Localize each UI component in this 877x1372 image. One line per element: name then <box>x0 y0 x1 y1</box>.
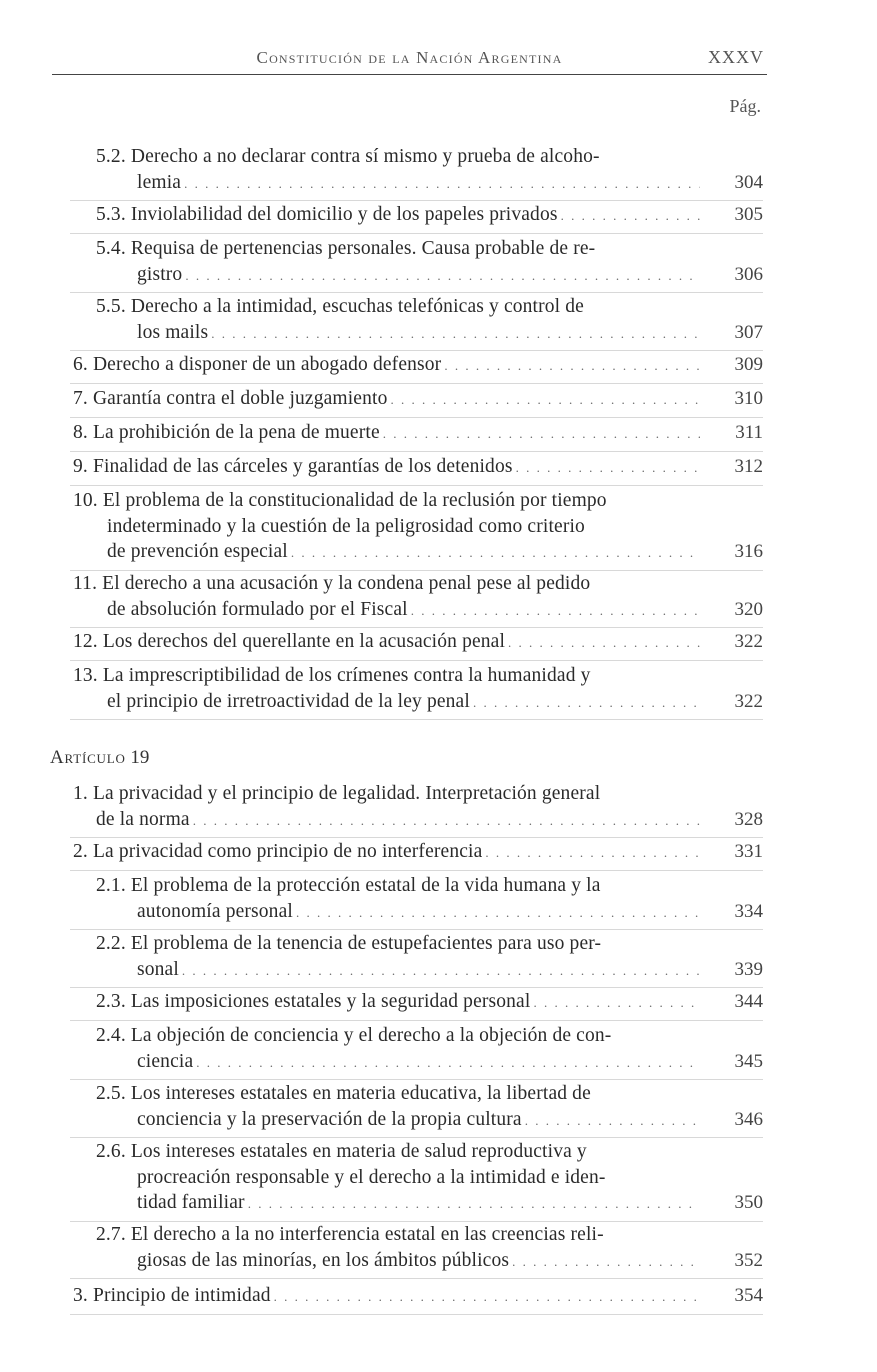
toc-page-number: 344 <box>734 991 763 1012</box>
entry-divider <box>70 451 763 452</box>
toc-entry-text: de prevención especial <box>107 541 288 562</box>
toc-entry-text: 5.3. Inviolabilidad del domicilio y de los papeles privados <box>96 204 558 225</box>
toc-page-number: 339 <box>734 958 763 980</box>
toc-page-number: 320 <box>734 598 763 620</box>
dot-leader <box>473 690 700 716</box>
toc-entry-text: tidad familiar <box>137 1192 245 1213</box>
toc-entry <box>96 873 703 925</box>
toc-entry <box>73 454 703 481</box>
toc-entry-text: indeterminado y la cuestión de la peligrosidad como criterio <box>107 515 585 537</box>
toc-page-number: 328 <box>734 808 763 830</box>
toc-entry <box>96 1222 703 1274</box>
running-header-title: Constitución de la Nación Argentina <box>256 48 563 67</box>
toc-entry-text: 9. Finalidad de las cárceles y garantías de los detenidos <box>73 456 513 477</box>
entry-divider <box>70 627 763 628</box>
toc-page-number: 316 <box>734 541 763 562</box>
toc-entry <box>96 1081 703 1133</box>
toc-entry-text: de la norma <box>96 808 190 830</box>
toc-page-number: 311 <box>735 422 763 443</box>
toc-entry <box>96 1023 703 1075</box>
toc-page-number: 309 <box>734 354 763 375</box>
dot-leader <box>561 203 700 229</box>
entry-divider <box>70 233 763 234</box>
toc-entry-text: 5.5. Derecho a la intimidad, escuchas telefónicas y control de <box>96 296 584 317</box>
toc-page-number: 310 <box>734 388 763 409</box>
toc-entry <box>73 781 703 833</box>
dot-leader <box>512 1249 700 1275</box>
toc-entry <box>96 144 703 196</box>
page-column-label: Pág. <box>729 96 761 116</box>
toc-page-number: 352 <box>734 1249 763 1271</box>
toc-page-number: 306 <box>734 263 763 285</box>
toc-entry <box>73 352 703 379</box>
dot-leader <box>291 540 700 566</box>
entry-divider <box>70 987 763 988</box>
entry-divider <box>70 1079 763 1080</box>
toc-entry-text: 6. Derecho a disponer de un abogado defensor <box>73 354 442 375</box>
toc-page-number: 331 <box>734 841 763 862</box>
entry-divider <box>70 1137 763 1138</box>
toc-entry-text: 13. La imprescriptibilidad de los crímenes contra la humanidad y <box>73 665 591 686</box>
toc-entry-text: 2. La privacidad como principio de no interferencia <box>73 841 483 862</box>
entry-divider <box>70 719 763 720</box>
toc-entry <box>96 931 703 983</box>
toc-page-number: 305 <box>734 204 763 225</box>
toc-entry-text: los mails <box>137 321 209 343</box>
dot-leader <box>508 630 700 656</box>
toc-entry <box>73 488 703 566</box>
toc-entry-text: 2.4. La objeción de conciencia y el derecho a la objeción de con- <box>96 1025 612 1046</box>
section-heading-number: 19 <box>130 747 150 768</box>
toc-entry <box>73 629 703 656</box>
toc-entry-text: 5.4. Requisa de pertenencias personales. Causa probable de re- <box>96 238 596 259</box>
toc-entry-text: procreación responsable y el derecho a la intimidad e iden- <box>137 1166 606 1188</box>
entry-divider <box>70 350 763 351</box>
toc-entry-text: sonal <box>137 958 179 980</box>
entry-divider <box>70 837 763 838</box>
toc-entry <box>73 1283 703 1310</box>
toc-entry-text: 12. Los derechos del querellante en la acusación penal <box>73 631 506 652</box>
entry-divider <box>70 660 763 661</box>
entry-divider <box>70 417 763 418</box>
toc-entry-text: conciencia y la preservación de la propia cultura <box>137 1108 522 1130</box>
toc-entry-text: lemia <box>137 171 182 193</box>
dot-leader <box>383 421 700 447</box>
toc-entry <box>96 1139 703 1217</box>
toc-entry-text: el principio de irretroactividad de la ley penal <box>107 690 470 712</box>
toc-entry-text: 2.2. El problema de la tenencia de estupefacientes para uso per- <box>96 933 602 954</box>
toc-entry-text: 1. La privacidad y el principio de legalidad. Interpretación general <box>73 783 601 804</box>
running-header-page-number: XXXV <box>708 47 764 67</box>
entry-divider <box>70 292 763 293</box>
entry-divider <box>70 383 763 384</box>
toc-page-number: 304 <box>734 171 763 193</box>
dot-leader <box>211 321 700 347</box>
entry-divider <box>70 1278 763 1279</box>
dot-leader <box>390 387 700 413</box>
entry-divider <box>70 485 763 486</box>
toc-page-number: 334 <box>734 900 763 922</box>
toc-entry-text: 2.6. Los intereses estatales en materia de salud reproductiva y <box>96 1141 587 1162</box>
dot-leader <box>185 263 700 289</box>
section-heading-articulo-19 <box>50 747 149 769</box>
entry-divider <box>70 200 763 201</box>
toc-page-number: 346 <box>734 1108 763 1130</box>
toc-entry-text: ciencia <box>137 1050 194 1072</box>
toc-page-number: 354 <box>734 1285 763 1306</box>
running-header <box>52 44 767 75</box>
toc-entry-text: 2.7. El derecho a la no interferencia estatal en las creencias reli- <box>96 1224 604 1245</box>
dot-leader <box>274 1284 700 1310</box>
toc-page-number: 322 <box>734 631 763 652</box>
toc-entry <box>73 663 703 715</box>
toc-page-number: 345 <box>734 1050 763 1072</box>
toc-entry <box>96 236 703 288</box>
dot-leader <box>193 808 700 834</box>
dot-leader <box>485 840 700 866</box>
entry-divider <box>70 929 763 930</box>
toc-entry-text: giosas de las minorías, en los ámbitos públicos <box>137 1249 510 1271</box>
toc-entry <box>73 420 703 447</box>
dot-leader <box>296 900 700 926</box>
dot-leader <box>182 958 700 984</box>
entry-divider <box>70 1314 763 1315</box>
dot-leader <box>411 598 700 624</box>
toc-entry-text: 2.5. Los intereses estatales en materia educativa, la libertad de <box>96 1083 591 1104</box>
dot-leader <box>444 353 700 379</box>
dot-leader <box>533 990 700 1016</box>
toc-entry <box>96 294 703 346</box>
toc-entry-text: 11. El derecho a una acusación y la condena penal pese al pedido <box>73 573 591 594</box>
toc-entry <box>96 202 703 229</box>
dot-leader <box>525 1108 700 1134</box>
toc-entry-text: autonomía personal <box>137 900 293 922</box>
toc-page-number: 350 <box>734 1192 763 1213</box>
toc-page-number: 322 <box>734 690 763 712</box>
toc-entry <box>73 386 703 413</box>
toc-page-number: 312 <box>734 456 763 477</box>
dot-leader <box>196 1050 700 1076</box>
dot-leader <box>516 455 700 481</box>
toc-entry-text: 3. Principio de intimidad <box>73 1285 271 1306</box>
toc-entry-text: 5.2. Derecho a no declarar contra sí mismo y prueba de alcoho- <box>96 146 600 167</box>
dot-leader <box>248 1191 700 1217</box>
toc-entry <box>73 571 703 623</box>
entry-divider <box>70 1020 763 1021</box>
toc-entry <box>96 989 703 1016</box>
dot-leader <box>184 171 700 197</box>
toc-entry-text: gistro <box>137 263 183 285</box>
toc-entry <box>73 839 703 866</box>
toc-page-number: 307 <box>734 321 763 343</box>
toc-entry-text: 8. La prohibición de la pena de muerte <box>73 422 380 443</box>
toc-entry-text: de absolución formulado por el Fiscal <box>107 598 408 620</box>
toc-entry-text: 2.3. Las imposiciones estatales y la seguridad personal <box>96 991 531 1012</box>
toc-entry-text: 10. El problema de la constitucionalidad de la reclusión por tiempo <box>73 490 607 511</box>
entry-divider <box>70 870 763 871</box>
section-heading-label: Artículo <box>50 747 126 768</box>
toc-entry-text: 2.1. El problema de la protección estatal de la vida humana y la <box>96 875 601 896</box>
toc-entry-text: 7. Garantía contra el doble juzgamiento <box>73 388 388 409</box>
